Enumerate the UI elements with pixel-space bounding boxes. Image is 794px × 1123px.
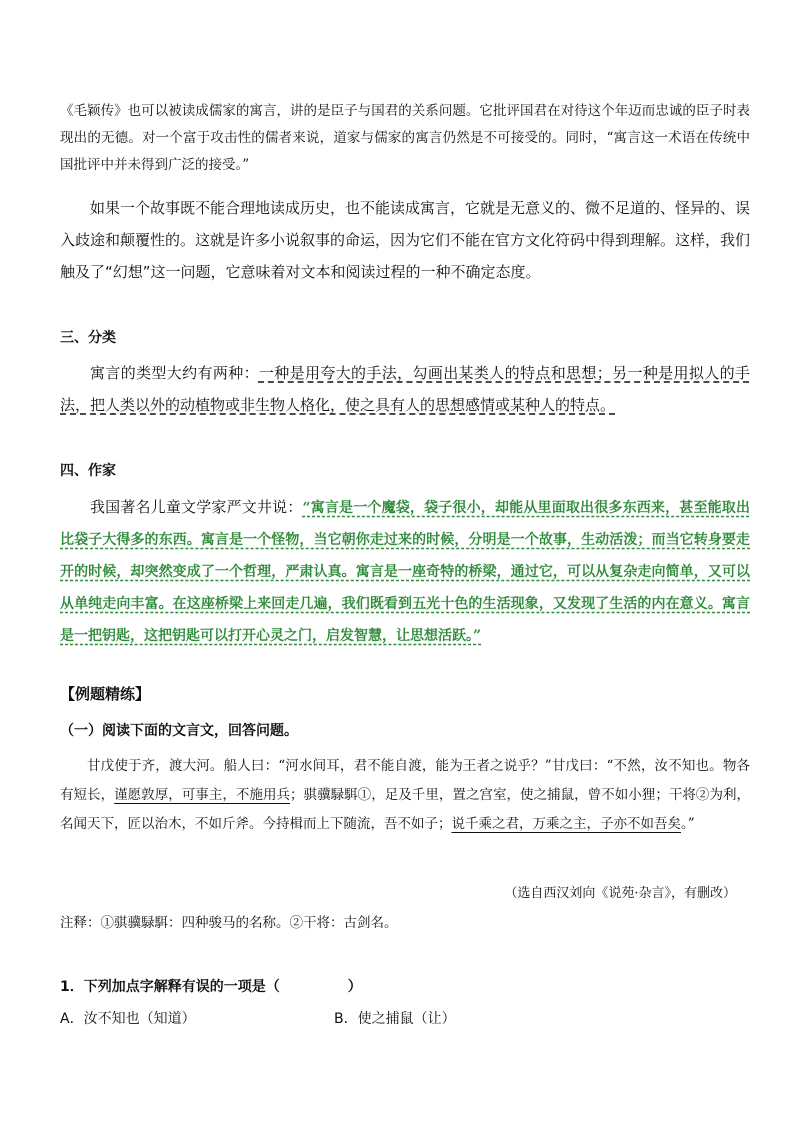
question-group-title: （一）阅读下面的文言文，回答问题。 <box>60 723 298 739</box>
section-heading-author: 四、作家 <box>60 463 116 479</box>
passage-text-middle: ；骐骥騄駬①，足及千里，置之宫室，使之捕鼠，曾不如小狸；干将②为利，名闻天下，匠以治木，不如斤斧。今持楫而上下随流，吾不如子； <box>60 787 751 832</box>
classification-underlined-text: 一种是用夸大的手法，勾画出某类人的特点和思想；另一种是用拟人的手法，把人类以外的动植物或非生物人格化，使之具有人的思想感情或某种人的特点。 <box>60 364 750 414</box>
classification-lead: 寓言的类型大约有两种： <box>90 364 259 382</box>
passage-underline-2: 说千乘之君，万乘之主，子亦不如吾矣 <box>451 816 681 832</box>
passage-source: （选自西汉刘向《说苑·杂言》，有删改） <box>504 886 736 901</box>
passage-underline-1: 谨愿敦厚，可事主，不施用兵 <box>114 787 291 803</box>
passage-notes: 注释：①骐骥騄駬：四种骏马的名称。②干将：古剑名。 <box>60 915 398 931</box>
question-1 <box>60 971 750 1003</box>
author-lead: 我国著名儿童文学家严文井说： <box>90 498 303 516</box>
author-paragraph <box>60 492 750 652</box>
classical-passage <box>60 752 750 839</box>
intro-paragraph: 《毛颖传》也可以被读成儒家的寓言，讲的是臣子与国君的关系问题。它批评国君在对待这个年迈而忠诚的臣子时表现出的无德。对一个富于攻击性的儒者来说，道家与儒家的寓言仍然是不可接受的。同时，“寓言这一术语在传统中国批评中并未得到广泛的接受。” <box>60 103 750 173</box>
option-a: A．汝不知也（知道） <box>60 1011 196 1027</box>
option-b: B．使之捕鼠（让） <box>334 1011 456 1027</box>
author-quote: “寓言是一个魔袋，袋子很小，却能从里面取出很多东西来，甚至能取出比袋子大得多的东西。寓言是一个怪物，当它朝你走过来的时候，分明是一个故事，生动活泼；而当它转身要走开的时候，却突然变成了一个哲理，严肃认真。寓言是一座奇特的桥梁，通过它，可以从复杂走向简单，又可以从单纯走向丰富。在这座桥梁上来回走几遍，我们既看到五光十色的生活现象，又发现了生活的内在意义。寓言是一把钥匙，这把钥匙可以打开心灵之门，启发智慧，让思想活跃。” <box>60 500 750 644</box>
passage-text-start: 甘戊使于齐，渡大河。船人曰：“河水间耳，君不能自渡，能为王者之说乎？”甘戊曰：“不然，汝不知也。物各有短长， <box>60 758 750 803</box>
history-paragraph: 如果一个故事既不能合理地读成历史，也不能读成寓言，它就是无意义的、微不足道的、怪异的、误入歧途和颠覆性的。这就是许多小说叙事的命运，因为它们不能在官方文化符码中得到理解。这样，我们触及了“幻想”这一问题，它意味着对文本和阅读过程的一种不确定态度。 <box>60 199 751 281</box>
question-1-close: ） <box>347 979 362 995</box>
section-heading-classification: 三、分类 <box>60 330 116 346</box>
classification-paragraph <box>60 357 750 421</box>
example-heading: 【例题精练】 <box>60 685 151 703</box>
question-1-text: 1．下列加点字解释有误的一项是（ <box>60 979 280 995</box>
passage-text-end: 。” <box>681 816 695 832</box>
